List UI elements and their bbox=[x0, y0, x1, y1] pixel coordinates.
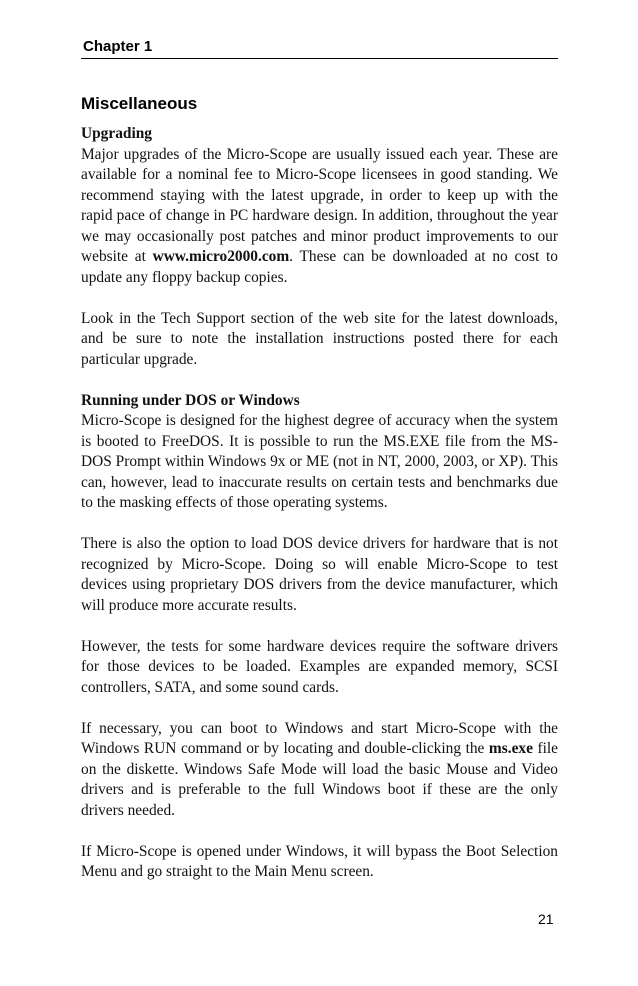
upgrading-heading: Upgrading bbox=[81, 125, 152, 142]
section-title: Miscellaneous bbox=[81, 94, 198, 113]
running-paragraph-1: Micro-Scope is designed for the highest degree of accuracy when the system is booted to FreeDOS. It is possible to run the MS.EXE file from the MS-DOS Prompt within Windows 9x or ME (not in NT, 2000, 2003, or XP). This can, however, lead to inaccurate results on certain tests and benchmarks due to the masking effects of those operating systems. bbox=[81, 412, 558, 511]
page-number: 21 bbox=[538, 911, 554, 927]
running-p4-text-a: If necessary, you can boot to Windows and start Micro-Scope with the Windows RUN command or by locating and double-clicking the bbox=[81, 719, 558, 757]
header-rule bbox=[81, 58, 558, 59]
running-p4-text-b: file on the diskette. Windows Safe Mode will load the basic Mouse and Video drivers and is preferable to the full Windows boot if these are the only drivers needed. bbox=[81, 740, 558, 819]
upgrading-paragraph-2: Look in the Tech Support section of the web site for the latest downloads, and be sure to note the installation instructions posted there for each particular upgrade. bbox=[81, 309, 558, 368]
body-text bbox=[81, 124, 558, 883]
upgrading-p1-text-a: Major upgrades of the Micro-Scope are usually issued each year. These are available for a nominal fee to Micro-Scope licensees in good standing. We recommend staying with the latest upgrade, in order to keep up with the rapid pace of change in PC hardware design. In addition, throughout the year we may occasionally post patches and minor product improvements to our website at bbox=[81, 145, 558, 265]
chapter-header: Chapter 1 bbox=[83, 38, 153, 55]
website-link: www.micro2000.com bbox=[152, 248, 290, 265]
running-paragraph-3: However, the tests for some hardware devices require the software drivers for those devices to be loaded. Examples are expanded memory, SCSI controllers, SATA, and some sound cards. bbox=[81, 637, 558, 696]
ms-exe-filename: ms.exe bbox=[488, 740, 533, 757]
running-heading: Running under DOS or Windows bbox=[81, 391, 300, 409]
running-paragraph-5: If Micro-Scope is opened under Windows, it will bypass the Boot Selection Menu and go straight to the Main Menu screen. bbox=[81, 842, 558, 880]
running-paragraph-4 bbox=[81, 719, 558, 822]
upgrading-paragraph-1 bbox=[81, 145, 558, 289]
running-paragraph-2: There is also the option to load DOS device drivers for hardware that is not recognized by Micro-Scope. Doing so will enable Micro-Scope to test devices using proprietary DOS drivers from the device manufacturer, which will produce more accurate results. bbox=[81, 535, 558, 614]
upgrading-p1-text-b: . These can be downloaded at no cost to update any floppy backup copies. bbox=[81, 248, 559, 286]
